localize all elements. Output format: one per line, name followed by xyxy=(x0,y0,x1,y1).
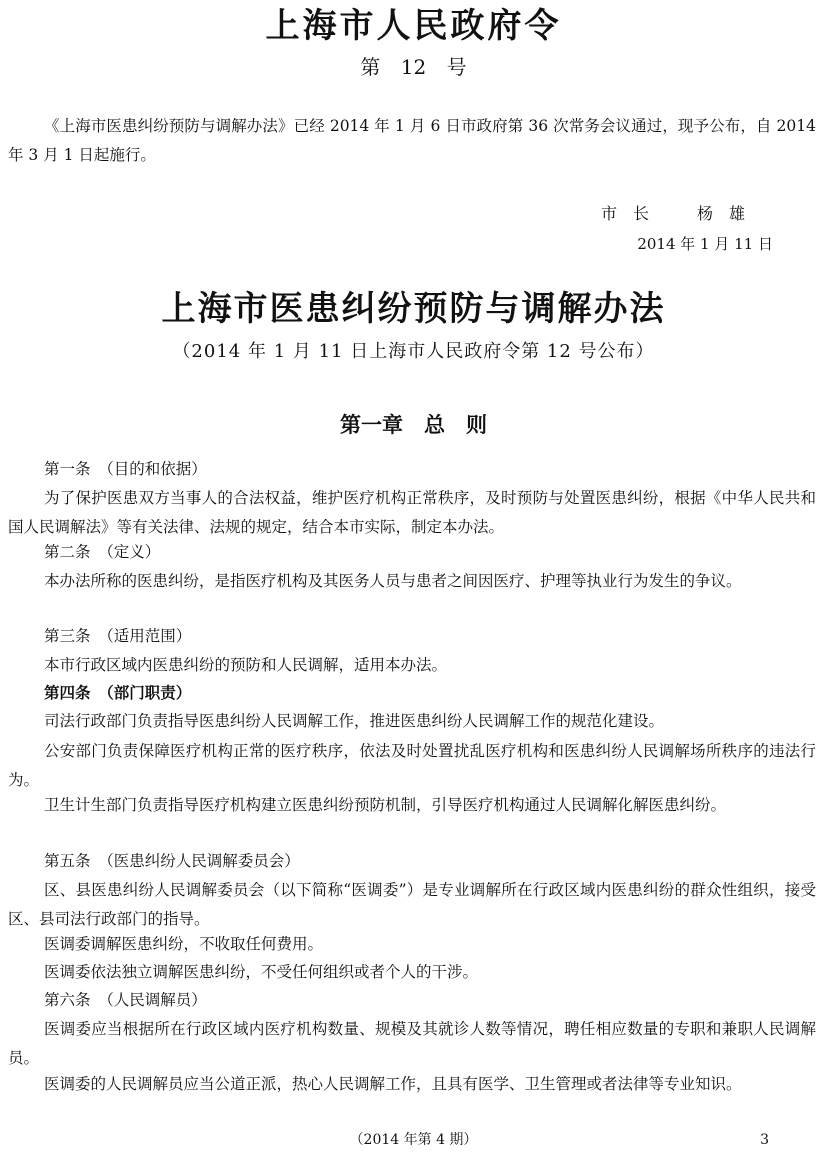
article-heading: 第三条 （适用范围） xyxy=(44,627,192,645)
article-heading: 第六条 （人民调解员） xyxy=(44,991,207,1009)
chapter-heading: 第一章 总 则 xyxy=(340,412,487,437)
article-paragraph: 司法行政部门负责指导医患纠纷人民调解工作，推进医患纠纷人民调解工作的规范化建设。 xyxy=(44,712,665,730)
article-heading: 第四条 （部门职责） xyxy=(44,683,192,702)
decree-date: 2014 年 1 月 11 日 xyxy=(637,235,773,253)
page-number: 3 xyxy=(760,1132,769,1148)
article-heading: 第五条 （医患纠纷人民调解委员会） xyxy=(44,852,300,870)
mayor-signature: 市 长 杨 雄 xyxy=(600,204,745,223)
article-heading: 第一条 （目的和依据） xyxy=(44,460,207,478)
article-paragraph: 本市行政区域内医患纠纷的预防和人民调解，适用本办法。 xyxy=(44,656,448,674)
article-paragraph: 医调委的人民调解员应当公道正派，热心人民调解工作，且具有医学、卫生管理或者法律等专业知识。 xyxy=(44,1075,742,1093)
decree-title: 上海市人民政府令 xyxy=(265,6,562,46)
regulation-title: 上海市医患纠纷预防与调解办法 xyxy=(161,289,666,329)
article-paragraph: 区、县医患纠纷人民调解委员会（以下简称“医调委”）是专业调解所在行政区域内医患纠纷的群众性组织，接受区、县司法行政部门的指导。 xyxy=(8,881,816,928)
article-paragraph: 卫生计生部门负责指导医疗机构建立医患纠纷预防机制，引导医疗机构通过人民调解化解医患纠纷。 xyxy=(44,796,727,814)
footer-issue: （2014 年第 4 期） xyxy=(349,1132,478,1148)
article-paragraph: 为了保护医患双方当事人的合法权益，维护医疗机构正常秩序，及时预防与处置医患纠纷，根据《中华人民共和国人民调解法》等有关法律、法规的规定，结合本市实际，制定本办法。 xyxy=(8,489,816,536)
article-paragraph: 本办法所称的医患纠纷，是指医疗机构及其医务人员与患者之间因医疗、护理等执业行为发生的争议。 xyxy=(44,572,742,590)
decree-body: 《上海市医患纠纷预防与调解办法》已经 2014 年 1 月 6 日市政府第 36 次常务会议通过，现予公布，自 2014 年 3 月 1 日起施行。 xyxy=(8,117,816,164)
article-paragraph: 医调委应当根据所在行政区域内医疗机构数量、规模及其就诊人数等情况，聘任相应数量的专职和兼职人民调解员。 xyxy=(8,1020,816,1067)
regulation-subtitle: （2014 年 1 月 11 日上海市人民政府令第 12 号公布） xyxy=(172,341,655,362)
article-paragraph: 医调委依法独立调解医患纠纷，不受任何组织或者个人的干涉。 xyxy=(44,963,479,981)
article-paragraph: 公安部门负责保障医疗机构正常的医疗秩序，依法及时处置扰乱医疗机构和医患纠纷人民调解场所秩序的违法行为。 xyxy=(8,742,816,789)
article-heading: 第二条 （定义） xyxy=(44,543,161,561)
decree-number: 第 12 号 xyxy=(360,55,467,79)
article-paragraph: 医调委调解医患纠纷，不收取任何费用。 xyxy=(44,935,324,953)
